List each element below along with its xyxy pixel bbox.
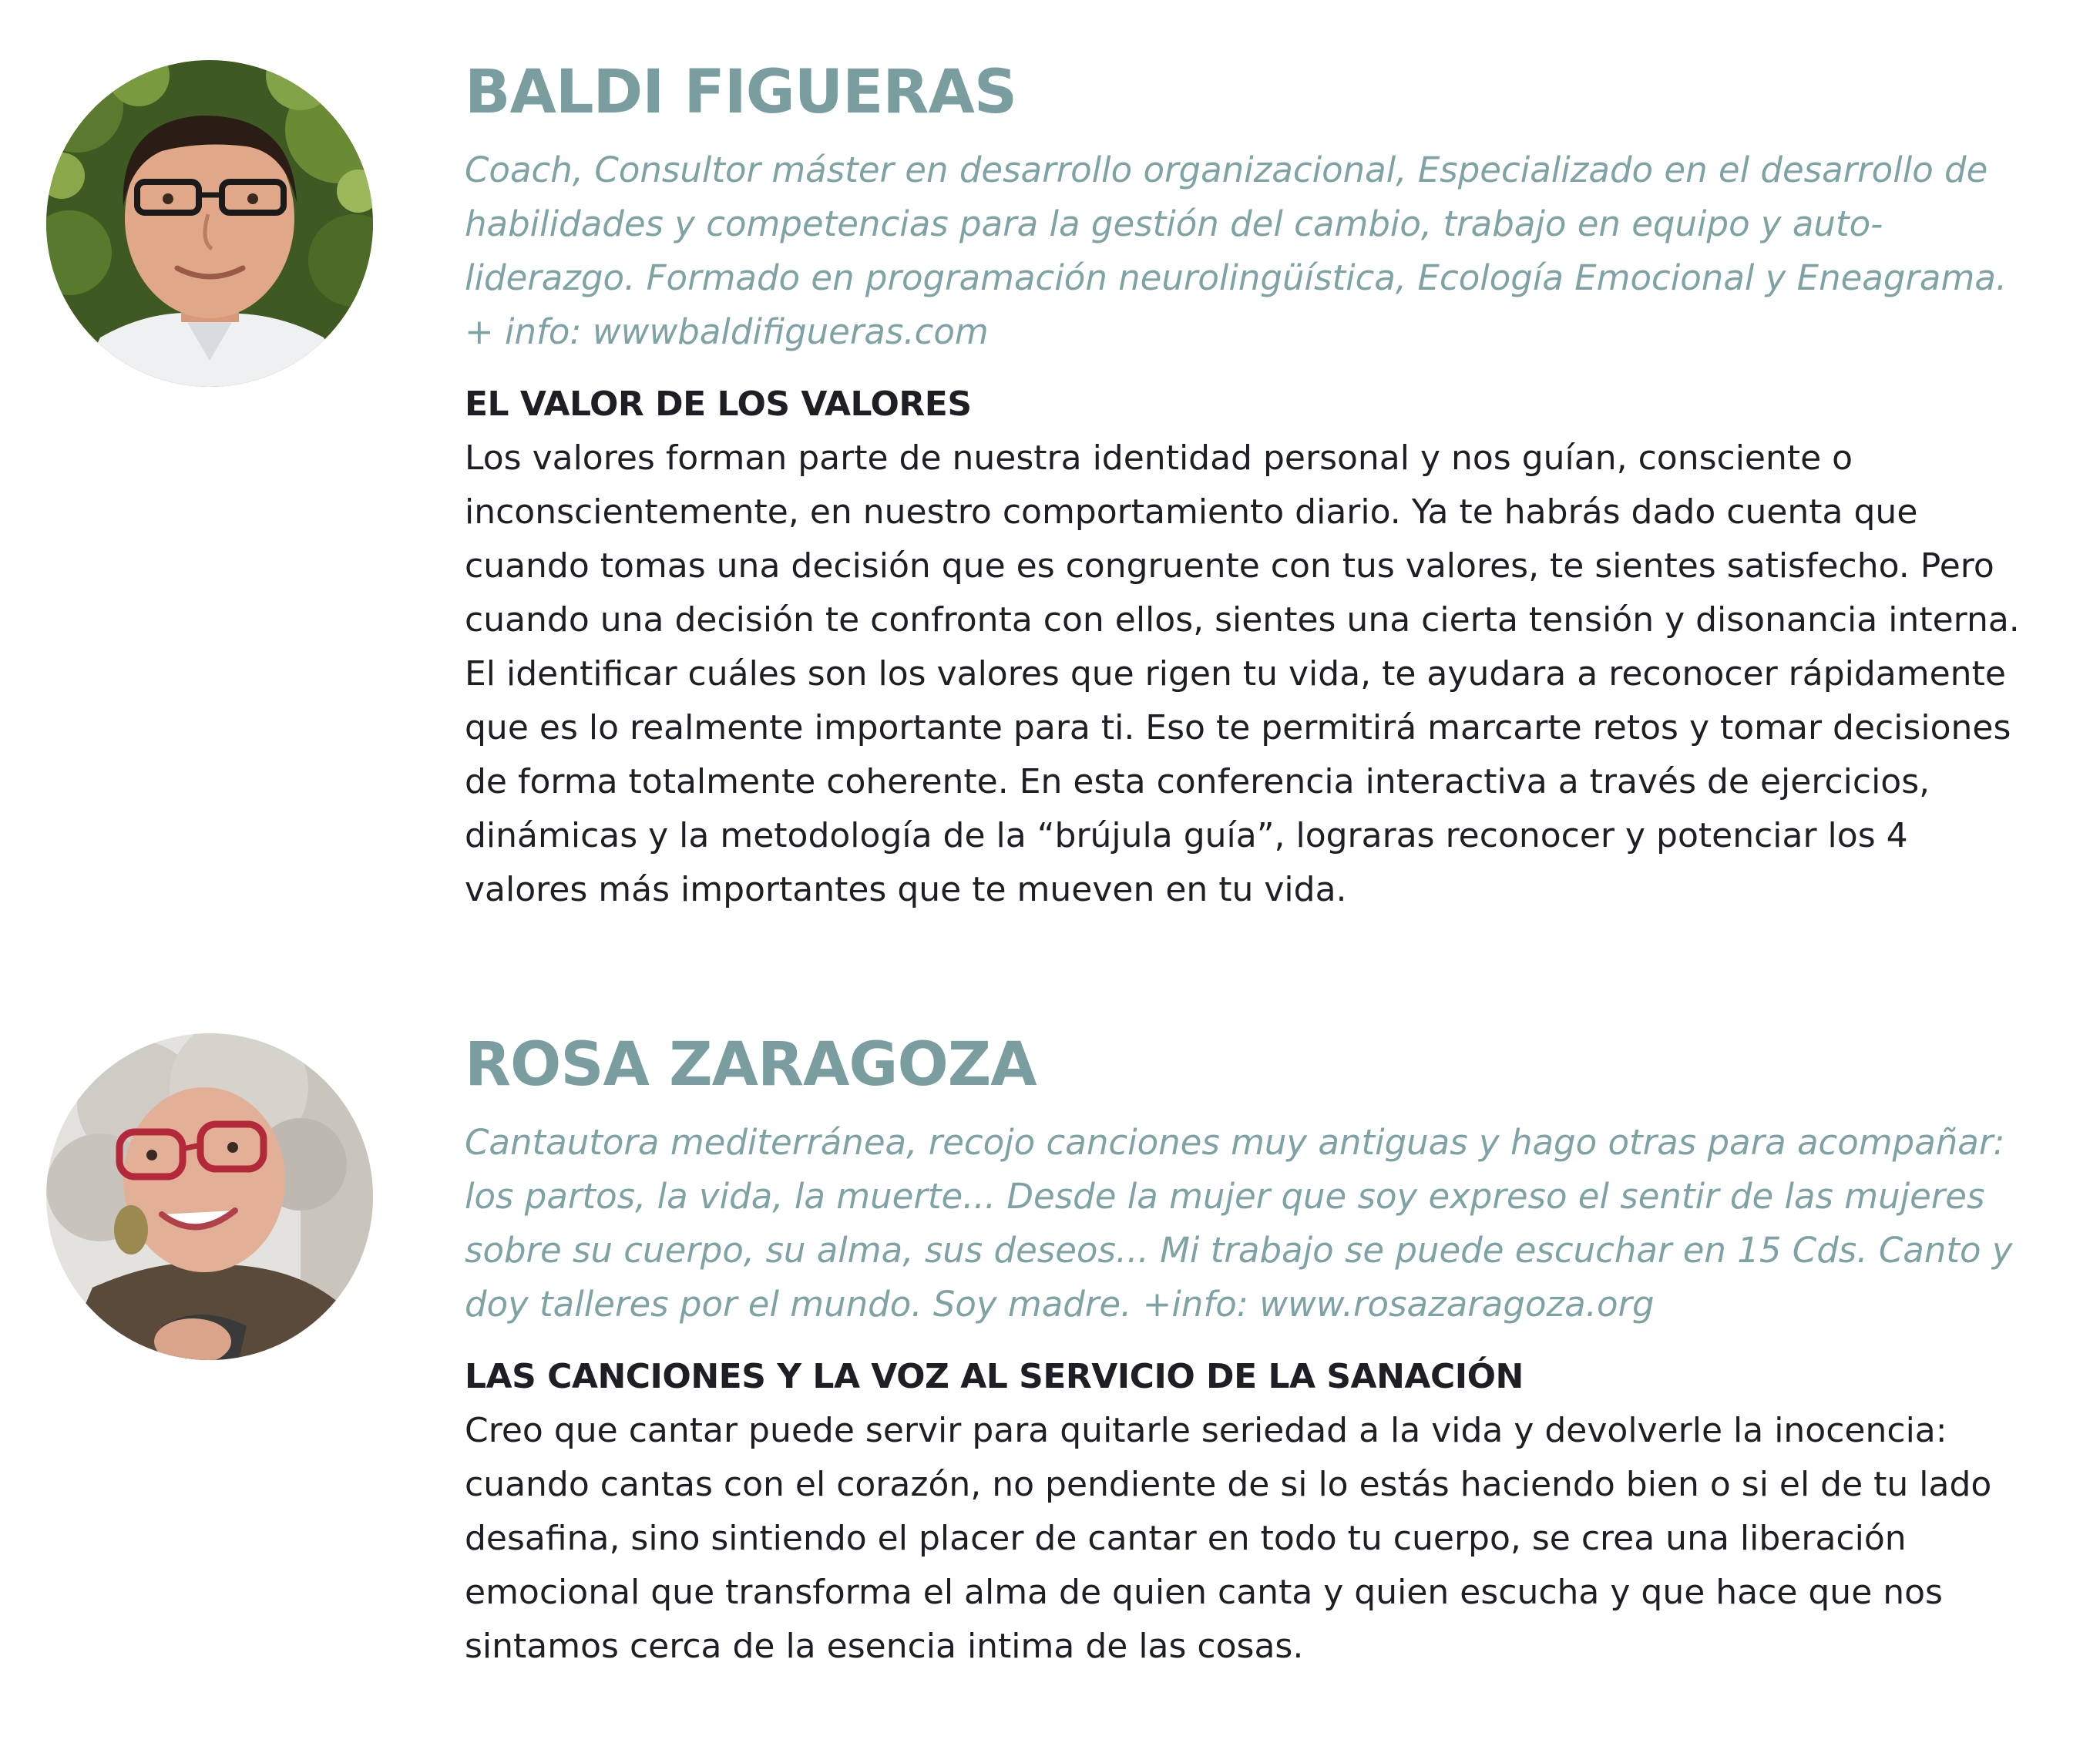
speaker-photo-rosa [46,1033,373,1360]
talk-description: Creo que cantar puede servir para quitarle seriedad a la vida y devolverle la inocencia: cuando cantas con el corazón, no pendiente de si lo estás haciendo bien o si el de tu lado desafina, sino sintiendo el placer de cantar en todo tu cuerpo, se crea una liberación emocional que transforma el alma de quien canta y quien escucha y que hace que nos sintamos cerca de la esencia intima de las cosas. [465,1411,1992,1666]
talk-description: Los valores forman parte de nuestra identidad personal y nos guían, consciente o inconscientemente, en nuestro comportamiento diario. Ya te habrás dado cuenta que cuando tomas una decisión que es congruente con tus valores, te sientes satisfecho. Pero cuando una decisión te confronta con ellos, sientes una cierta tensión y disonancia interna. El identificar cuáles son los valores que rigen tu vida, te ayudara a reconocer rápidamente que es lo realmente importante para ti. Eso te permitirá marcarte retos y tomar decisiones de forma totalmente coherente. En esta conferencia interactiva a través de ejercicios, dinámicas y la metodología de la “brújula guía”, lograras reconocer y potenciar los 4 valores más importantes que te mueven en tu vida. [465,438,2020,909]
speaker-content-baldi [465,54,2052,917]
speaker-bio: Coach, Consultor máster en desarrollo organizacional, Especializado en el desarrollo de habilidades y competencias para la gestión del cambio, trabajo en equipo y auto-liderazgo. Formado en programación neurolingüística, Ecología Emocional y Eneagrama. + info: wwwbaldifigueras.com [465,149,2008,352]
speaker-photo-baldi [46,60,373,387]
talk-title: EL VALOR DE LOS VALORES [465,385,972,424]
speaker-name: ROSA ZARAGOZA [465,1030,1037,1100]
speaker-bio: Cantautora mediterránea, recojo canciones muy antiguas y hago otras para acompañar: los partos, la vida, la muerte... Desde la mujer que soy expreso el sentir de las mujeres sobre su cuerpo, su alma, sus deseos... Mi trabajo se puede escuchar en 15 Cds. Canto y doy talleres por el mundo. Soy madre. +info: www.rosazaragoza.org [465,1122,2013,1325]
talk-title: LAS CANCIONES Y LA VOZ AL SERVICIO DE LA SANACIÓN [465,1357,1524,1396]
speaker-section-rosa [0,971,2100,1741]
speaker-name: BALDI FIGUERAS [465,58,1016,127]
speaker-content-rosa [465,1026,2052,1674]
